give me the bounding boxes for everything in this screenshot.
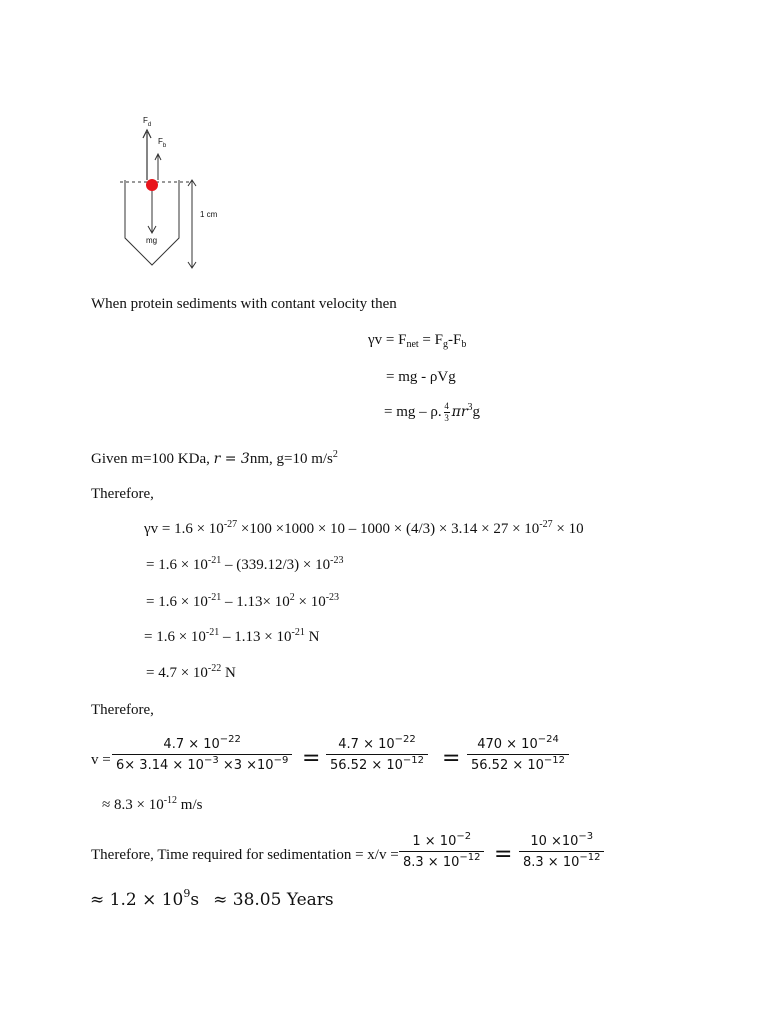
equation-2: = mg - ρVg	[386, 369, 456, 385]
calc-line-5: = $4.7 \times 10^{-22}$ N	[146, 663, 236, 681]
equals-sign-3: =	[494, 842, 513, 867]
height-label: 1 cm	[200, 210, 218, 219]
mg-label: mg	[146, 236, 158, 245]
calc-line-2: = $1.6 \times 10^{-21} - (339.12/3) \times 10^{-23}$	[146, 555, 344, 573]
calc-line-1: $\gamma v = 1.6 \times 10^{-27} \times 100 \times 1000 \times 10 - 1000 \times (4/3) \times 3.14 \times 27 \times 10^{-27} \times 10$	[144, 519, 584, 537]
approx-velocity: ≈ $8.3 \times 10^{-12}$ m/s	[102, 795, 203, 813]
fb-label: $F_b$	[158, 137, 167, 149]
therefore-1: Therefore,	[91, 486, 154, 502]
time-fraction-1: $1 \times 10^{-2}$ $8.3 \times 10^{-12}$	[399, 834, 484, 870]
equals-sign-1: =	[302, 746, 321, 771]
velocity-fraction-2: $4.7 \times 10^{-22}$ $56.52 \times 10^{-12}$	[326, 737, 428, 773]
equation-3: = mg – ρ. $\frac{4}{3}$ $\pi r^3g$	[384, 401, 481, 423]
velocity-lhs: v =	[91, 752, 111, 768]
velocity-fraction-3: $470 \times 10^{-24}$ $56.52 \times 10^{-12}$	[467, 737, 569, 773]
equals-sign-2: =	[442, 746, 461, 771]
time-fraction-2: $10 \times 10^{-3}$ $8.3 \times 10^{-12}$	[519, 834, 604, 870]
intro-text: When protein sediments with contant velocity then	[91, 296, 397, 312]
fd-label: $F_d$	[143, 116, 152, 128]
sedimentation-figure	[110, 110, 250, 280]
calc-line-4: = $1.6 \times 10^{-21} - 1.13 \times 10^{-21}$ N	[144, 627, 320, 645]
therefore-2: Therefore,	[91, 702, 154, 718]
time-lhs: Therefore, Time required for sedimentation = x/v =	[91, 847, 399, 863]
given-values: Given m=100 KDa, r = 3nm, g=10 $m/s^2$	[91, 449, 338, 467]
velocity-fraction-1: $4.7 \times 10^{-22}$ $6\times 3.14 \times 10^{-3} \times 3 \times 10^{-9}$	[112, 737, 292, 773]
equation-1: $\gamma v = F_{net} = F_g-F_b$	[368, 332, 467, 350]
calc-line-3: = $1.6 \times 10^{-21} - 1.13\times 10^2 \times 10^{-23}$	[146, 592, 340, 610]
four-thirds-fraction: $\frac{4}{3}$	[444, 401, 449, 423]
protein-particle	[146, 179, 158, 191]
tube-diagram	[110, 110, 250, 280]
final-result: ≈ $1.2 \times 10^9s \approx 38.05$ Years	[90, 887, 334, 910]
